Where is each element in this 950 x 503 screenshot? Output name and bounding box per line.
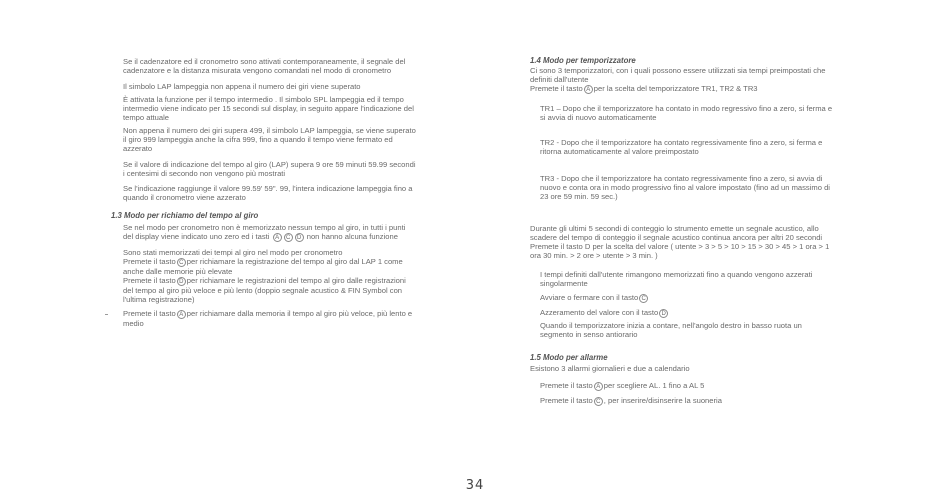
paragraph-start-stop: Avviare o fermare con il tasto C: [530, 293, 649, 303]
paragraph-14-a: Ci sono 3 temporizzatori, con i quali possono essere utilizzati sia tempi preimpostati che definiti dall'utente Premete il tasto A per la scelta del temporizzatore TR1, TR2 & TR3: [530, 66, 826, 93]
paragraph-reset: Azzeramento del valore con il tasto D: [530, 308, 669, 318]
paragraph-15-intro: Esistono 3 allarmi giornalieri e due a calendario: [530, 364, 690, 373]
paragraph-alarm-sound: Premete il tasto C , per inserire/disinserire la suoneria: [540, 396, 722, 405]
paragraph-13-a: Se nel modo per cronometro non è memorizzato nessun tempo al giro, in tutti i punti del display viene indicato uno zero ed i tasti A C D non hanno alcuna funzione: [123, 223, 406, 241]
paragraph-segment: Quando il temporizzatore inizia a contare, nell'angolo destro in basso ruota un segmento in senso antiorario: [540, 321, 802, 339]
heading-section-1-3: 1.3 Modo per richiamo del tempo al giro: [111, 211, 259, 220]
paragraph-alarm-select: Premete il tasto A per scegliere AL. 1 fino a AL 5: [540, 381, 705, 390]
paragraph-lap-blink: Il simbolo LAP lampeggia non appena il numero dei giri viene superato: [123, 82, 361, 91]
list-bullet: [105, 314, 108, 315]
paragraph-13-d: Premete il tasto A per richiamare dalla memoria il tempo al giro più veloce, più lento e medio: [117, 309, 412, 328]
key-c-icon: C: [639, 294, 648, 303]
paragraph-intermediate: È attivata la funzione per il tempo intermedio . Il simbolo SPL lampeggia ed il tempo intermedio viene indicato per 15 secondi sul display, in seguito appare l'indicazione del tempo attuale: [123, 95, 414, 122]
paragraph-13-c: Premete il tasto D per richiamare le registrazioni del tempo al giro dalle registrazioni del tempo al giro più veloce e più lento (doppio segnale acustico & FIN Symbol con l'ultima registrazione): [123, 276, 406, 304]
heading-section-1-4: 1.4 Modo per temporizzatore: [530, 56, 636, 65]
paragraph-last-5-seconds: Durante gli ultimi 5 secondi di conteggio lo strumento emette un segnale acustico, allo scadere del tempo di conteggio il segnale acustico continua ancora per altri 20 secondi Premete il tasto D per la scelta del valore ( utente > 3 > 5 > 10 > 15 > 30 > 45 > 1 ora > 1 ora 30 min. > 2 ore > utente > 3 min. ): [530, 224, 830, 260]
paragraph-overflow: Se l'indicazione raggiunge il valore 99.59' 59". 99, l'intera indicazione lampeggia fino a quando il cronometro viene azzerato: [123, 184, 413, 202]
paragraph-lap-time: Se il valore di indicazione del tempo al giro (LAP) supera 9 ore 59 minuti 59.99 secondi i centesimi di secondo non vengono più mostrati: [123, 160, 416, 178]
paragraph-tr1: TR1 – Dopo che il temporizzatore ha contato in modo regressivo fino a zero, si ferma e si avvia di nuovo automaticamente: [540, 104, 833, 122]
key-a-icon: A: [273, 233, 282, 242]
paragraph-13-b: Sono stati memorizzati dei tempi al giro nel modo per cronometro Premete il tasto C per richiamare la registrazione del tempo al giro dal LAP 1 come anche dalle memorie più elevate: [123, 248, 403, 276]
heading-section-1-5: 1.5 Modo per allarme: [530, 353, 608, 362]
paragraph-tr2: TR2 - Dopo che il temporizzatore ha contato regressivamente fino a zero, si ferma e ritorna automaticamente al valore preimpostato: [540, 138, 823, 156]
key-a-icon: A: [584, 85, 593, 94]
paragraph-tr3: TR3 - Dopo che il temporizzatore ha contato regressivamente fino a zero, si avvia di nuovo e conta ora in modo progressivo fino al valore impostato (fino ad un massimo di 23 ore 59 min. 59 sec.): [540, 174, 830, 201]
paragraph-intro: Se il cadenzatore ed il cronometro sono attivati contemporaneamente, il segnale del cadenzatore e la distanza misurata vengono comandati nel modo di cronometro: [123, 57, 406, 75]
page-number: 34: [465, 478, 485, 493]
key-c-icon: C: [284, 233, 293, 242]
key-c-icon: C: [177, 258, 186, 267]
paragraph-user-memo: I tempi definiti dall'utente rimangono memorizzati fino a quando vengono azzerati singolarmente: [540, 270, 813, 288]
key-d-icon: D: [659, 309, 668, 318]
key-a-icon: A: [177, 310, 186, 319]
key-d-icon: D: [295, 233, 304, 242]
key-c-icon: C: [594, 397, 603, 406]
key-d-icon: D: [177, 277, 186, 286]
key-a-icon: A: [594, 382, 603, 391]
paragraph-lap-499: Non appena il numero dei giri supera 499, il simbolo LAP lampeggia, se viene superato il giro 999 lampeggia anche la cifra 999, fino a quando il tempo viene fermato ed azzerato: [123, 126, 416, 153]
